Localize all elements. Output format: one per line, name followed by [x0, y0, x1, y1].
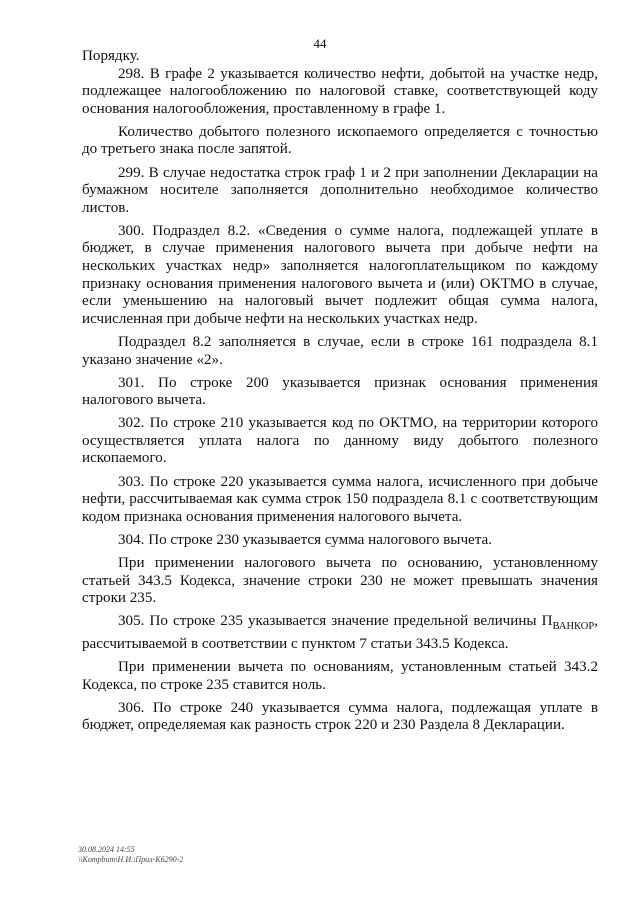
paragraph-299: 299. В случае недостатка строк граф 1 и 2 при заполнении Декларации на бумажном носителе заполняется дополнительно необходимое количество листов.: [82, 164, 598, 216]
paragraph-305: [82, 613, 598, 653]
paragraph-298: 298. В графе 2 указывается количество нефти, добытой на участке недр, подлежащее налогообложению по налоговой ставке, соответствующей коду основания налогообложения, проставленному в графе 1.: [82, 65, 598, 117]
paragraph-306: 306. По строке 240 указывается сумма налога, подлежащая уплате в бюджет, определяемая как разность строк 220 и 230 Раздела 8 Декларации.: [82, 699, 598, 734]
paragraph-301: 301. По строке 200 указывается признак основания применения налогового вычета.: [82, 374, 598, 409]
paragraph-302: 302. По строке 210 указывается код по ОКТМО, на территории которого осуществляется уплата налога по данному виду добытого полезного ископаемого.: [82, 415, 598, 467]
paragraph-304: 304. По строке 230 указывается сумма налогового вычета.: [118, 531, 492, 548]
paragraph: При применении вычета по основаниям, установленным статьей 343.2 Кодекса, по строке 235 ставится ноль.: [82, 658, 598, 693]
paragraph-text: 305. По строке 235 указывается значение предельной величины П: [118, 613, 553, 630]
footer-date: 30.08.2024 14:55: [78, 845, 135, 854]
document-body: [82, 48, 598, 735]
paragraph-text: , рассчитываемой в соответствии с пунктом 7 статьи 343.5 Кодекса.: [82, 613, 598, 652]
paragraph: При применении налогового вычета по основанию, установленному статьей 343.5 Кодекса, значение строки 230 не может превышать значения строки 235.: [82, 554, 598, 607]
paragraph: Порядку.: [82, 48, 140, 64]
footer-path: \\Kompbum\Н.И.\Прил-К6290-2: [78, 854, 184, 864]
page-number: 44: [313, 36, 327, 51]
paragraph: Подраздел 8.2 заполняется в случае, если в строке 161 подраздела 8.1 указано значение «2».: [82, 333, 598, 368]
paragraph-300: 300. Подраздел 8.2. «Сведения о сумме налога, подлежащей уплате в бюджет, в случае применения налогового вычета при добыче нефти на нескольких участках недр» заполняется налогоплательщиком по каждому признаку основания применения налогового вычета и (или) ОКТМО в случае, если уменьшению на налоговый вычет подлежит общая сумма налога, исчисленная при добыче нефти на нескольких участках недр.: [82, 222, 598, 327]
paragraph: Количество добытого полезного ископаемого определяется с точностью до третьего знака после запятой.: [82, 123, 598, 158]
paragraph-303: 303. По строке 220 указывается сумма налога, исчисленного при добыче нефти, рассчитываемая как сумма строк 150 подраздела 8.1 с соответствующим кодом признака основания применения налогового вычета.: [82, 473, 598, 525]
footer-stamp: [78, 845, 183, 864]
subscript: ВАНКОР: [552, 621, 595, 633]
